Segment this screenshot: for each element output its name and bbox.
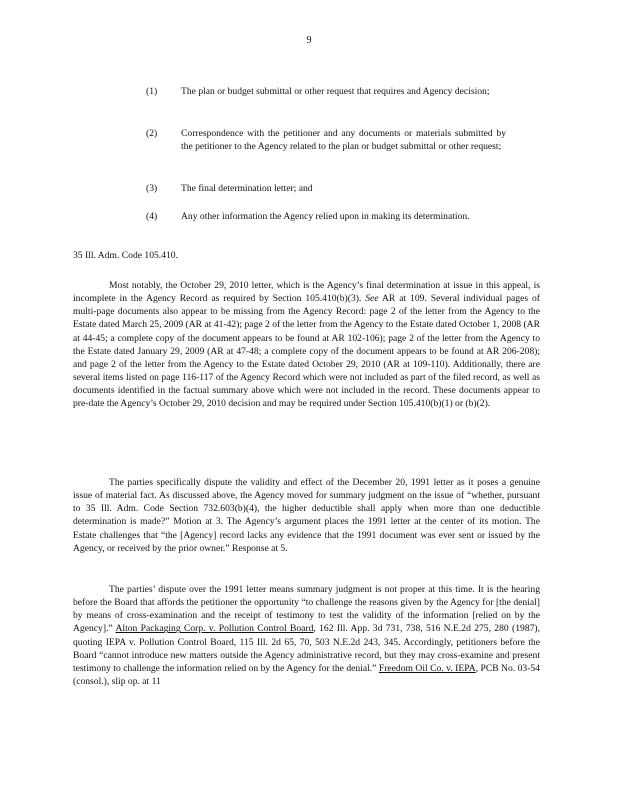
- list-item-number: (4): [146, 211, 158, 222]
- list-item-text: The final determination letter; and: [181, 183, 313, 194]
- list-item-text: The plan or budget submittal or other request that requires and Agency decision;: [181, 86, 490, 97]
- page-number: 9: [306, 35, 312, 46]
- list-item-number: (3): [146, 183, 158, 194]
- list-item-text: Any other information the Agency relied upon in making its determination.: [181, 211, 470, 222]
- regulation-citation: 35 Ill. Adm. Code 105.410.: [73, 250, 178, 261]
- case-citation-alton: Alton Packaging Corp. v. Pollution Control Board: [115, 623, 314, 635]
- list-item-text: Correspondence with the petitioner and any documents or materials submitted by the petitioner to the Agency related to the plan or budget submittal or other request;: [181, 128, 506, 153]
- paragraph-text: The parties’ dispute over the 1991 letter means summary judgment is not proper at this time. It is the hearing before the Board that affords the petitioner the opportunity “to challenge the reasons given by the Agency for [the denial] by means of cross-examination and the receipt of testimony to test the validity of the information [relied on by the Agency].”: [73, 584, 540, 635]
- paragraph-text: Most notably, the October 29, 2010 letter, which is the Agency’s final determination at issue in this appeal, is incomplete in the Agency Record as required by Section 105.410(b)(3).: [73, 280, 540, 305]
- list-item-number: (2): [146, 128, 158, 139]
- paragraph-summary-judgment: [73, 583, 540, 688]
- paragraph-text: , PCB No. 03-54 (consol.), slip op. at 11: [73, 662, 541, 688]
- see-signal: See: [365, 293, 379, 305]
- paragraph-agency-record: [73, 279, 540, 411]
- paragraph-dispute: The parties specifically dispute the validity and effect of the December 20, 1991 letter as it poses a genuine issue of material fact. As discussed above, the Agency moved for summary judgment on the issue of “whether, pursuant to 35 Ill. Adm. Code Section 732.603(b)(4), the higher deductible shall apply when more than one deductible determination is made?” Motion at 3. The Agency’s argument places the 1991 letter at the center of its motion. The Estate challenges that “the [Agency] record lacks any evidence that the 1991 document was ever sent or issued by the Agency, or received by the prior owner.” Response at 5.: [73, 477, 540, 554]
- list-item-number: (1): [146, 86, 158, 97]
- case-citation-freedom-oil: Freedom Oil Co. v. IEPA: [378, 662, 476, 674]
- paragraph-text: , 162 Ill. App. 3d 731, 738, 516 N.E.2d 275, 280 (1987), quoting IEPA v. Pollution Control Board, 115 Ill. 2d 65, 70, 503 N.E.2d 243, 345. Accordingly, petitioners before the Board “cannot introduce new matters outside the Agency administrative record, but they may cross-examine and present testimony to challenge the information relied on by the Agency for the denial.”: [73, 623, 541, 674]
- paragraph-text: AR at 109. Several individual pages of multi-page documents also appear to be missing from the Agency Record: page 2 of the letter from the Agency to the Estate dated March 25, 2009 (AR at 41-42); page 2 of the letter from the Agency to the Estate dated October 1, 2008 (AR at 44-45; a complete copy of the document appears to be found at AR 102-106); page 2 of the letter from the Agency to the Estate dated January 29, 2009 (AR at 47-48; a complete copy of the document appears to be found at AR 206-208); and page 2 of the letter from the Agency to the Estate dated October 29, 2010 (AR at 109-110). Additionally, there are several items listed on page 116-117 of the Agency Record which were not included as part of the filed record, as well as documents identified in the factual summary above which were not included in the record. These documents appear to pre-date the Agency’s October 29, 2010 decision and may be required under Section 105.410(b)(1) or (b)(2).: [73, 293, 540, 410]
